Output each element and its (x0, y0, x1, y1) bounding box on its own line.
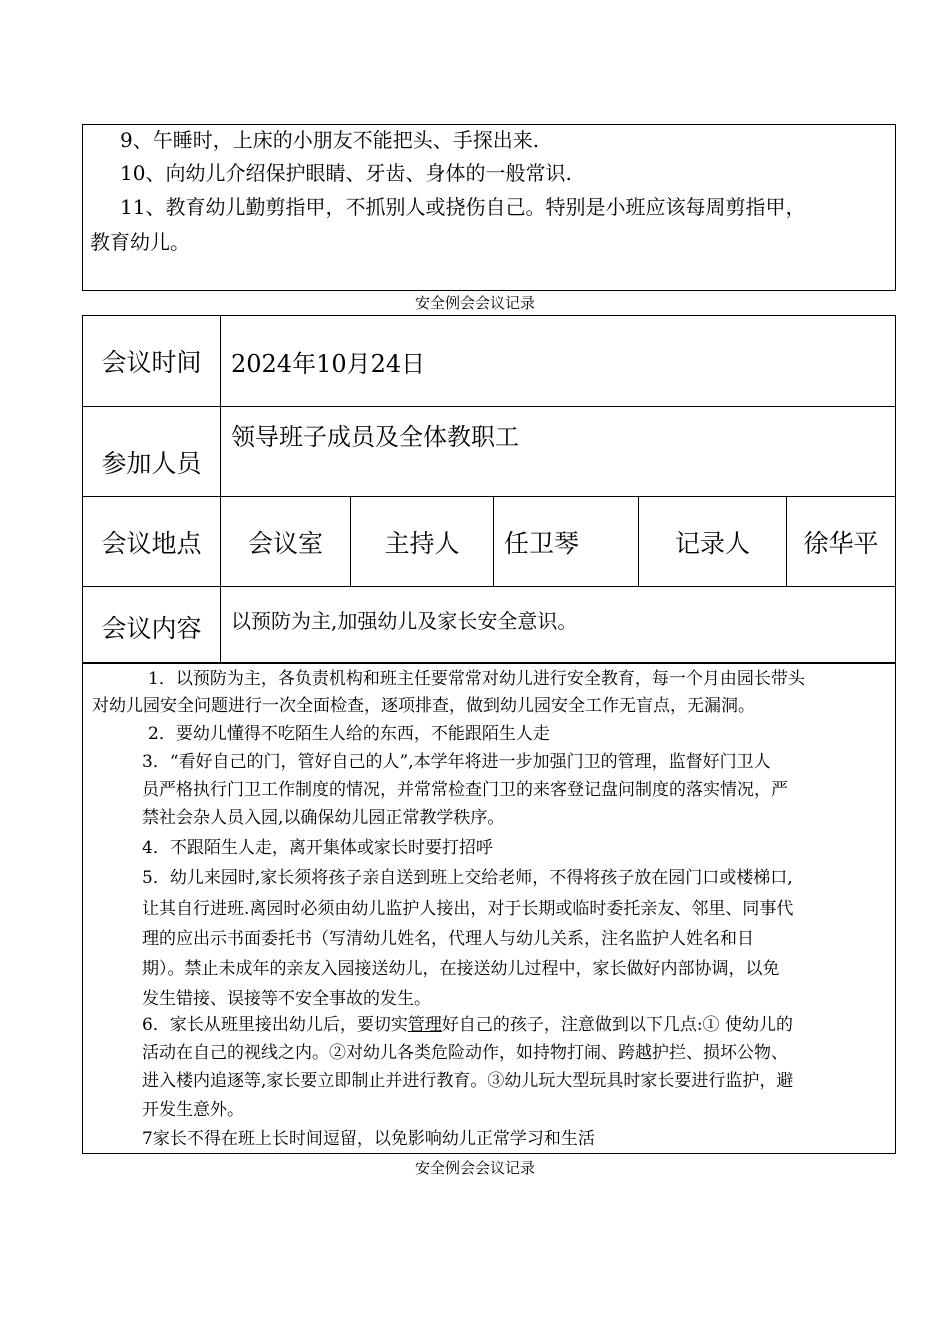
content-line: 3．“看好自己的门，管好自己的人”,本学年将进一步加强门卫的管理，监督好门卫人 (142, 752, 771, 772)
host-value: 任卫琴 (494, 497, 639, 587)
attendees-label: 参加人员 (83, 407, 221, 497)
note-line-9: 9、午睡时，上床的小朋友不能把头、手探出来. (120, 128, 540, 152)
content-line: 活动在自己的视线之内。②对幼儿各类危险动作，如持物打闹、跨越护拦、损坏公物、 (142, 1043, 788, 1063)
caption-title-1: 安全例会会议记录 (414, 294, 535, 312)
recorder-label: 记录人 (639, 497, 787, 587)
content-line: 期）。禁止未成年的亲友入园接送幼儿，在接送幼儿过程中，家长做好内部协调，以免 (142, 959, 780, 979)
content-line: 7家长不得在班上长时间逗留，以免影响幼儿正常学习和生活 (142, 1129, 595, 1149)
content-line: 5．幼儿来园时,家长须将孩子亲自送到班上交给老师，不得将孩子放在园门口或楼梯口, (142, 868, 793, 888)
content-line: 开发生意外。 (142, 1100, 244, 1120)
content-line: 理的应出示书面委托书（写清幼儿姓名，代理人与幼儿关系，注名监护人姓名和日 (142, 929, 754, 949)
content-line: 发生错接、误接等不安全事故的发生。 (142, 989, 431, 1009)
location-label: 会议地点 (83, 497, 221, 587)
note-line-11: 11、教育幼儿勤剪指甲，不抓别人或挠伤自己。特别是小班应该每周剪指甲， (120, 195, 806, 219)
content-line: 让其自行进班.离园时必须由幼儿监护人接出，对于长期或临时委托亲友、邻里、同事代 (142, 899, 794, 919)
content-label: 会议内容 (83, 587, 221, 664)
note-line-10: 10、向幼儿介绍保护眼睛、牙齿、身体的一般常识. (120, 161, 572, 185)
attendees-value: 领导班子成员及全体教职工 (221, 407, 896, 497)
note-line-11-cont: 教育幼儿。 (90, 230, 190, 254)
recorder-value: 徐华平 (787, 497, 896, 587)
caption-title-2: 安全例会会议记录 (414, 1159, 535, 1177)
content-line: 进入楼内追逐等,家长要立即制止并进行教育。③幼儿玩大型玩具时家长要进行监护，避 (142, 1071, 794, 1091)
time-value: 2024年10月24日 (221, 316, 896, 407)
content-line-segment: 6．家长从班里接出幼儿后，要切实 (142, 1015, 408, 1035)
content-line: 员严格执行门卫工作制度的情况，并常常检查门卫的来客登记盘问制度的落实情况，严 (142, 780, 788, 800)
time-label: 会议时间 (83, 316, 221, 407)
content-line: 禁社会杂人员入园,以确保幼儿园正常教学秩序。 (142, 808, 505, 828)
content-line (142, 1010, 793, 1035)
content-line: 4．不跟陌生人走，离开集体或家长时要打招呼 (142, 838, 493, 858)
content-line: 对幼儿园安全问题进行一次全面检查，逐项排查，做到幼儿园安全工作无盲点，无漏洞。 (92, 696, 755, 716)
host-label: 主持人 (351, 497, 494, 587)
meeting-table (82, 315, 896, 664)
location-value: 会议室 (221, 497, 351, 587)
underlined-term: 管理 (407, 1015, 442, 1035)
content-line: 1．以预防为主，各负责机构和班主任要常常对幼儿进行安全教育，每一个月由园长带头 (148, 669, 805, 689)
content-line-segment: 好自己的孩子，注意做到以下几点:① 使幼儿的 (441, 1015, 793, 1035)
content-value: 以预防为主,加强幼儿及家长安全意识。 (221, 587, 896, 664)
content-line: 2．要幼儿懂得不吃陌生人给的东西，不能跟陌生人走 (148, 724, 550, 744)
